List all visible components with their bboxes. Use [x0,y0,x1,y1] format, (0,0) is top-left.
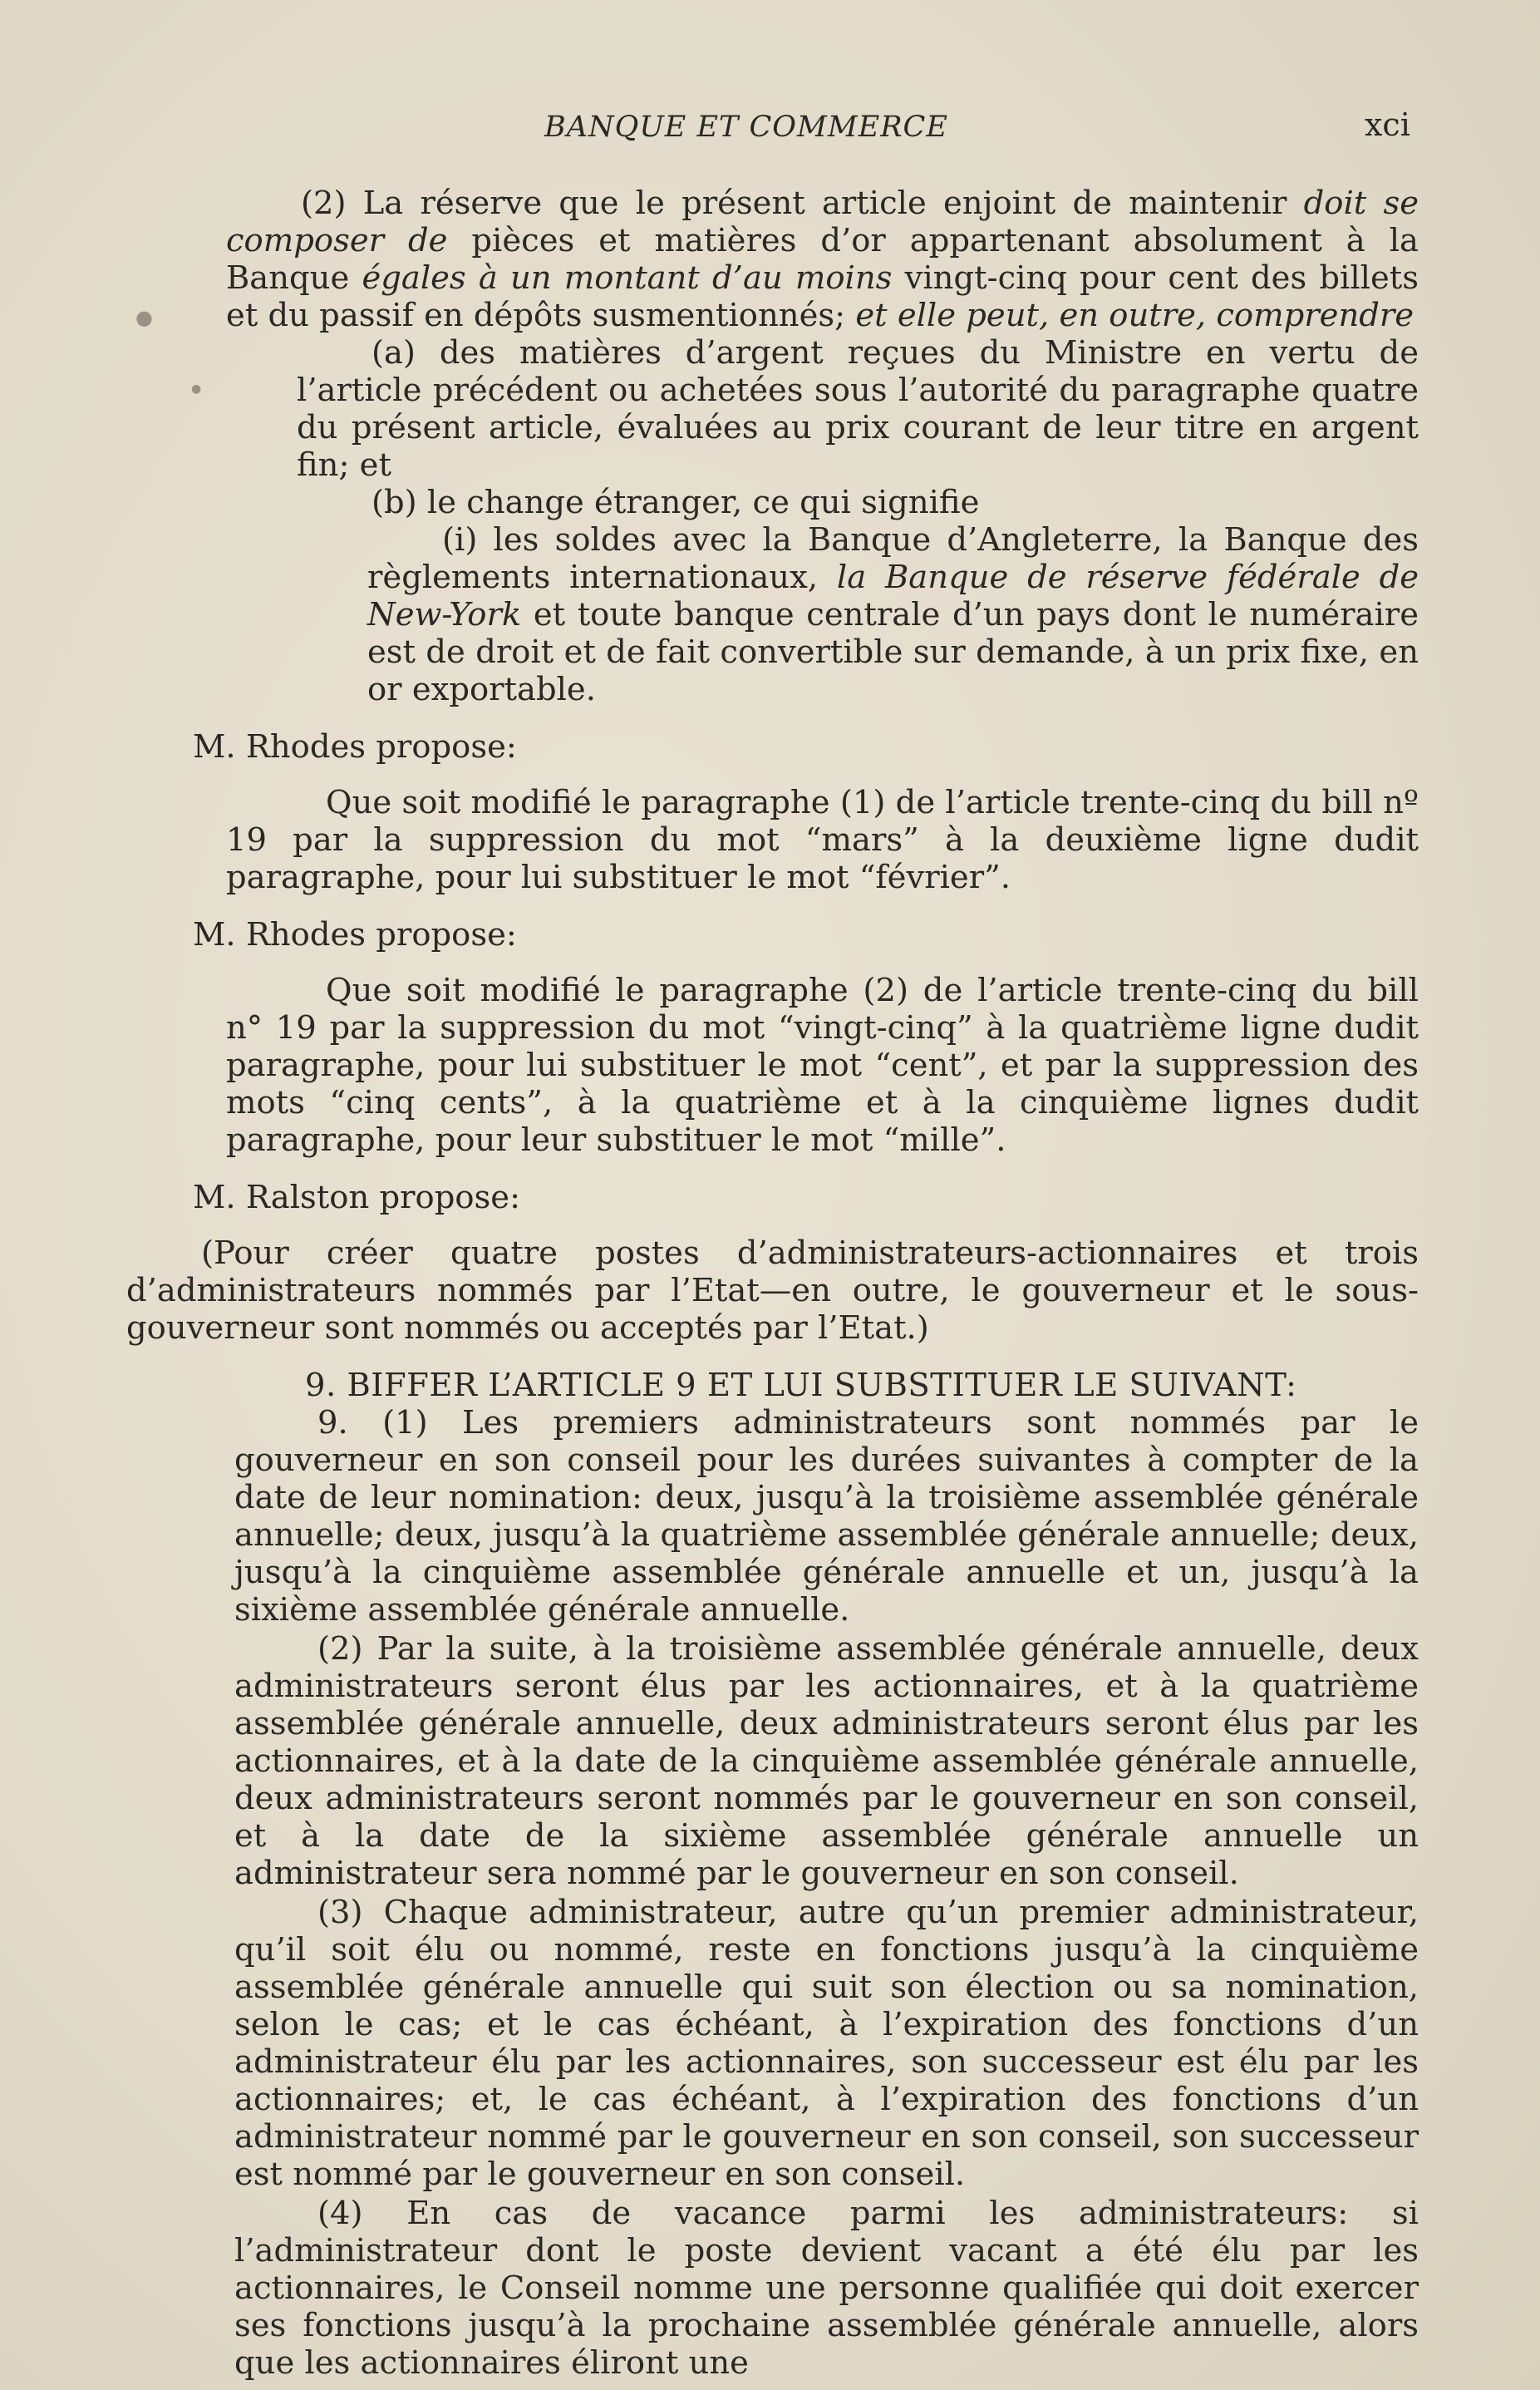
motion-heading: M. Rhodes propose: [193,916,517,954]
article-9-paragraph-1: 9. (1) Les premiers administrateurs sont nommés par le gouverneur en son conseil pour les durées suivantes à compter de la date de leur nomination: deux, jusqu’à la troisième assemblée générale annuelle; deux, jusqu’à la quatrième assemblée générale annuelle; deux, jusqu’à la cinquième assemblée générale annuelle et un, jusqu’à la sixième assemblée générale annuelle. [234,1404,1419,1629]
motion-heading: M. Ralston propose: [193,1179,521,1216]
article-9-paragraph-4: (4) En cas de vacance parmi les administrateurs: si l’administrateur dont le poste devient vacant a été élu par les actionnaires, le Conseil nomme une personne qualifiée qui doit exercer ses fonctions jusqu’à la prochaine assemblée générale annuelle, alors que les actionnaires éliront une [234,2195,1419,2382]
article-9-paragraph-2: (2) Par la suite, à la troisième assemblée générale annuelle, deux administrateurs seront élus par les actionnaires, et à la quatrième assemblée générale annuelle, deux administrateurs seront élus par les actionnaires, et à la date de la cinquième assemblée générale annuelle, deux administrateurs seront nommés par le gouverneur en son conseil, et à la date de la sixième assemblée générale annuelle un administrateur sera nommé par le gouverneur en son conseil. [234,1630,1419,1892]
margin-dot-mark: ● [191,382,202,396]
paragraph-reserve: (2) La réserve que le présent article enjoint de maintenir doit se composer de pièces et matières d’or appartenant absolument à la Banque égales à un montant d’au moins vingt-cinq pour cent des billets et du passif en dépôts susmentionnés; et elle peut, en outre, comprendre [226,185,1419,334]
motion-note: (Pour créer quatre postes d’administrateurs-actionnaires et trois d’administrateurs nommés par l’Etat—en outre, le gouverneur et le sous-gouverneur sont nommés ou acceptés par l’Etat.) [126,1234,1419,1347]
motion-text: Que soit modifié le paragraphe (2) de l’article trente-cinq du bill n° 19 par la suppression du mot “vingt-cinq” à la quatrième ligne dudit paragraphe, pour lui substituer le mot “cent”, et par la suppression des mots “cinq cents”, à la quatrième et à la cinquième lignes dudit paragraphe, pour leur substituer le mot “mille”. [226,972,1419,1159]
body-text [126,185,1419,2382]
clause-a: (a) des matières d’argent reçues du Ministre en vertu de l’article précédent ou achetées sous l’autorité du paragraphe quatre du présent article, évaluées au prix courant de leur titre en argent fin; et [297,334,1419,484]
motion-text: Que soit modifié le paragraphe (1) de l’article trente-cinq du bill nº 19 par la suppression du mot “mars” à la deuxième ligne dudit paragraphe, pour lui substituer le mot “février”. [226,784,1419,896]
section-heading: 9. BIFFER L’ARTICLE 9 ET LUI SUBSTITUER LE SUIVANT: [305,1367,1297,1404]
clause-b: (b) le change étranger, ce qui signifie [371,484,980,521]
article-9-paragraph-3: (3) Chaque administrateur, autre qu’un premier administrateur, qu’il soit élu ou nommé, reste en fonctions jusqu’à la cinquième assemblée générale annuelle qui suit son élection ou sa nomination, selon le cas; et le cas échéant, à l’expiration des fonctions d’un administrateur élu par les actionnaires, son successeur est élu par les actionnaires; et, le cas échéant, à l’expiration des fonctions d’un administrateur nommé par le gouverneur en son conseil, son successeur est nommé par le gouverneur en son conseil. [234,1894,1419,2193]
running-head: BANQUE ET COMMERCE [544,111,948,144]
margin-dot-mark: ● [135,306,153,329]
page-number: xci [1365,106,1410,143]
motion-heading: M. Rhodes propose: [193,728,517,766]
clause-b-i: (i) les soldes avec la Banque d’Angleterre, la Banque des règlements internationaux, la Banque de réserve fédérale de New-York et toute banque centrale d’un pays dont le numéraire est de droit et de fait convertible sur demande, à un prix fixe, en or exportable. [367,521,1419,708]
